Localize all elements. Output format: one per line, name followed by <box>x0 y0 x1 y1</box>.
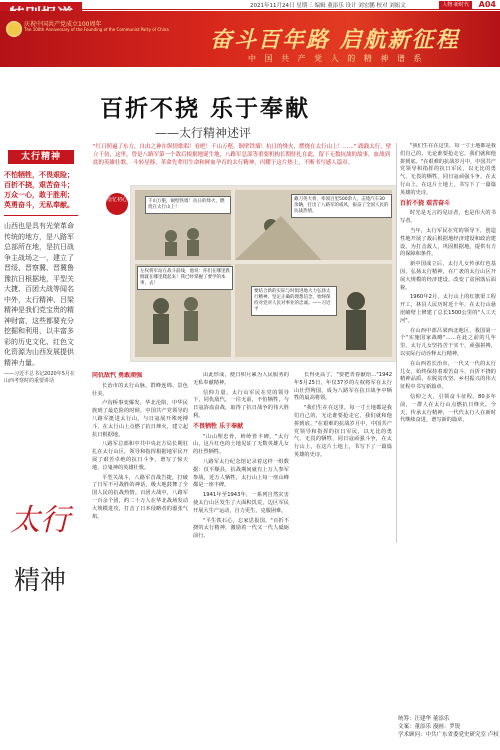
red-line: 百折不挠，艰苦奋斗； <box>4 181 74 189</box>
paragraph: 1960年2月，太行山上的红旗渠工程开工，林县人民历时近十年，在太行山悬崖峭壁上修建了总长1500公里的"人工天河"。 <box>400 294 496 324</box>
comic-caption: 戴刀英大将，率领百里500余人，击毙汽车30余辆，打出了八路军的威风，振奋了全国人民的抗战热情。 <box>291 194 392 218</box>
paragraph: 由此形成，便日积月累为人民服务的无私奉献精神。 <box>193 372 289 386</box>
paragraph: 时光是无言的见证者，也是伟大的书写者。 <box>400 210 496 225</box>
section-heading: 不畏牺牲 乐于奉献 <box>193 422 244 430</box>
section-heading: 同仇敌忾 勇敢顽强 <box>92 372 143 379</box>
sidebar-label: 太行精神 <box>8 150 74 164</box>
paragraph: "平生铁石心，忘家思报国。"百折不挠的太行精神，激励着一代又一代人砥砺前行。 <box>193 517 289 540</box>
paragraph: 在山西中部吕梁西北地区，我国第一个"实施国家战略"……在此之前的几年里，太行儿女坚持苦干实干，顽强拼搏，以实际行动诠释太行精神。 <box>400 327 496 357</box>
dateline: 2021年11月24日 星期三 编辑 董添乐 设计 刘宏鹏 校对 刘振文 <box>250 3 406 9</box>
article-column-2 <box>193 372 289 702</box>
divider <box>4 215 78 216</box>
paragraph: "我们生在在这里，每一寸土地都是我们自己的，无论谁要抢走它，我们就和他拼到底。"在艰难的抗战岁月中，中国共产党领导和指挥的抗日军民，以无比的勇气、无畏的牺牲，同日寇顽强斗争，在太行山上，在这片土地上，书写下了一篇篇英雄的史诗。 <box>294 405 392 458</box>
page-number: A04 <box>478 0 496 9</box>
banner <box>0 11 500 67</box>
paragraph: 当年，太行军民在党的领导下，创造性地开展了敌后根据地经济建设和政治建设，为打击敌人，巩固根据地，提供有力的保障和条件。 <box>400 227 496 258</box>
top-rule <box>82 9 500 10</box>
calligraphy-taihang: 太行 <box>10 503 70 538</box>
article-column-1 <box>92 372 188 702</box>
calligraphy-jingshen: 精神 <box>14 566 67 596</box>
paragraph: "山山埋忠骨，岭岭皆丰碑。"太行山，这片红色的土地见证了无数英雄儿女的壮烈牺牲。 <box>193 433 289 456</box>
paragraph: 长治市的太行山脉，群峰连绵、景色壮美。 <box>92 382 188 397</box>
edition-tag: 人物·新时代 <box>439 1 472 9</box>
paragraph: 八路军太行纪念馆记录着这样一组数据：仅平顺县，抗战期间就有上万人参军参战，近万人牺牲，太行山上每一座山峰都是一座丰碑。 <box>193 458 289 489</box>
sidebar-quote: 山西也是具有光荣革命传统的地方，是八路军总部所在地，是抗日战争主战场之一，建立了晋绥、晋察冀、晋冀鲁豫抗日根据地，平型关大捷、百团大战等闻名中外，太行精神、吕梁精神是我们党宝贵的精神财富，这些都要充分挖掘和利用，以丰富多彩的历史文化、红色文化资源为山西发展提供精神力量。 <box>4 222 74 367</box>
logo-text: 庆祝中国共产党成立100周年 <box>24 21 102 28</box>
paragraph: 卢沟桥事变爆发，华北沦陷，中华民族到了最危险的时候。中国共产党领导的八路军挺进太行山，与日寇展开殊死搏斗，在太行山上点燃了抗日烽火，建立起抗日根据地。 <box>92 400 188 438</box>
party-anniversary-logo-icon <box>6 21 22 37</box>
comic-caption: 千山万壑，铜壁铁墙！抗日的烽火，燃烧在太行山上！ <box>145 196 231 214</box>
sidebar <box>0 150 82 388</box>
sidebar-source: ——习近平总书记2020年5月在山西考察时的重要讲话 <box>4 371 75 384</box>
article-subtitle: ——太行精神述评 <box>155 126 252 140</box>
logo-english-text: The 100th Anniversary of the Founding of the Communist Party of China <box>24 27 169 32</box>
banner-subslogan: 中 国 共 产 党 人 的 精 神 谱 系 <box>248 54 425 63</box>
article-intro: "红日照遍了东方，自由之神在纵情歌唱！看吧！千山万壑，铜壁铁墙！抗日的烽火，燃烧在太行山上！……" 践践太行，壁立千仞，这里，曾是八路军第一个敌后根据地诞生地，八路军总部等重要机构长期驻扎在此，留下无数抗战的故事，血战到底的英雄壮歌。 斗转星移，革命先辈用生命和鲜血孕育的太行精神，闪耀于这片热土，不断书写感人篇章。 <box>93 144 392 166</box>
paragraph: 新中国成立后，太行儿女传承红色基因，弘扬太行精神，在广袤的太行山区开展大规模的经济建设，改变了贫困落后面貌。 <box>400 261 496 291</box>
comic-illustration <box>130 185 397 362</box>
credit-line: 学术顾问：中共广东省委党史研究室 卢权 <box>398 732 499 738</box>
paragraph: 八路军总部和中共中央北方局长期驻扎在太行山区，领导和指挥根据地军民开展了艰苦卓绝的抗日斗争，谱写了惊天地、泣鬼神的英雄壮歌。 <box>92 441 188 471</box>
paragraph: 信仰之火，引领奋斗征程。80多年前，一群人在太行山点燃抗日烽火。今天，传承太行精神，一代代太行人在新时代继续奋进，谱写新的篇章。 <box>400 393 496 424</box>
sidebar-red-lines <box>4 170 78 210</box>
paragraph: 在山西省长治市，一代又一代的太行儿女，始终保持着艰苦奋斗、百折不挠的精神品质，在脱贫攻坚、乡村振兴的伟大征程中书写新篇章。 <box>400 360 496 391</box>
paragraph: "我们生在在这里，每一寸土地都是我们自己的，无论谁要抢走它，我们就和他拼到底。"在艰难的抗战岁月中，中国共产党领导和指挥的抗日军民，以无比的勇气、无畏的牺牲，同日寇顽强斗争，在太行山上，在这片土地上，书写下了一篇篇英雄的史诗。 <box>400 143 496 196</box>
article-column-4 <box>400 143 496 708</box>
column-divider <box>396 143 397 543</box>
credit-line: 文案：董添乐 漫画：罗锐 <box>398 724 461 730</box>
paragraph: 平型关战斗，八路军首战告捷，打破了日军不可战胜的神话，极大地鼓舞了全国人民的抗战热情。百团大战中，八路军一百余个团，约二十万人在华北战场发动大规模进攻，打击了日本侵略者的嚣张气焰。 <box>92 474 188 520</box>
red-line: 万众一心，敢于胜利； <box>4 191 74 199</box>
paragraph: 1941年至1943年，一系列自然灾害使太行山区发生了大面积饥荒，边区军民开展大生产运动，自力更生，克服困难。 <box>193 492 289 514</box>
credit-line: 统筹：汪建华 董添乐 <box>398 716 450 722</box>
credits <box>398 715 499 739</box>
paragraph: 信仰力量，太行山军民在党的领导下，同仇敌忾，一往无前，不怕牺牲，与日寇浴血奋战，取得了抗日战争的伟大胜利。 <box>193 389 289 419</box>
comic-badge: 绘忆初心 <box>106 193 128 215</box>
banner-slogan: 奋斗百年路 启航新征程 <box>210 27 460 53</box>
comic-caption: 要结合新的实际与时俱进地大力弘扬太行精神，坚定正确的理想信念，始终保持对党对人民对事业的忠诚。——习近平 <box>251 286 337 316</box>
red-line: 不怕牺牲，不畏艰险； <box>4 171 74 179</box>
red-line: 英勇奋斗，无私奉献。 <box>4 201 74 209</box>
article-column-3 <box>294 372 392 702</box>
article-title: 百折不挠 乐于奉献 <box>100 95 311 122</box>
paragraph: 长得更高了，"要把青春献给…"1942年5月25日，年仅37岁的左权将军在太行山壮烈殉国，成为八路军在抗日战争中牺牲的最高将领。 <box>294 372 392 402</box>
section-heading: 百折不挠 艰苦奋斗 <box>400 199 451 207</box>
comic-caption: 左权将军站在战斗前线，他说：你们在哪里跌倒就在哪里爬起来！我已经掌握了要学的本事，去！ <box>137 266 233 290</box>
